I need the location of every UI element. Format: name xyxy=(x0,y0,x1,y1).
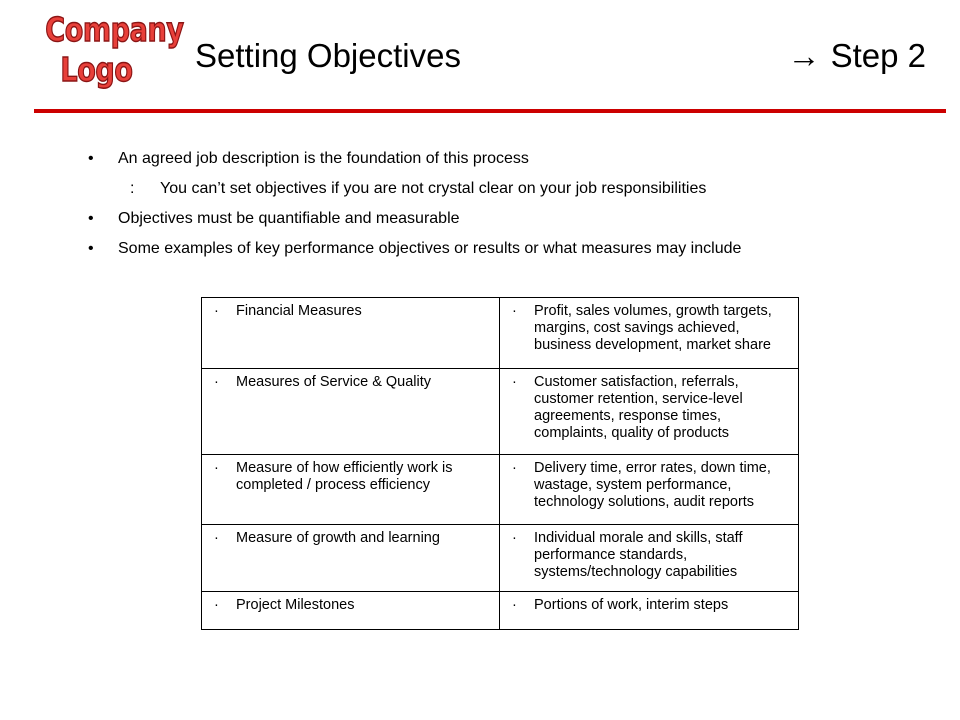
bullet-marker: · xyxy=(214,460,219,476)
examples-text: Profit, sales volumes, growth targets, margins, cost savings achieved, business development, market share xyxy=(534,303,772,353)
measure-cell xyxy=(202,369,500,455)
examples-text: Delivery time, error rates, down time, wastage, system performance, technology solutions, audit reports xyxy=(534,460,771,510)
bullet-marker: · xyxy=(512,303,517,319)
measure-text: Project Milestones xyxy=(236,597,355,613)
examples-text: Portions of work, interim steps xyxy=(534,597,729,613)
measure-cell xyxy=(202,298,500,369)
measure-cell xyxy=(202,592,500,630)
logo-line-2: Logo xyxy=(60,50,133,89)
examples-cell xyxy=(500,369,799,455)
step-indicator xyxy=(788,36,926,76)
table-row xyxy=(202,369,799,455)
examples-text: Customer satisfaction, referrals, customer retention, service-level agreements, response times, complaints, quality of products xyxy=(534,374,743,441)
examples-cell xyxy=(500,455,799,525)
bullet-marker: • xyxy=(88,150,94,167)
measure-text: Measure of growth and learning xyxy=(236,530,440,546)
table-row xyxy=(202,592,799,630)
measure-cell xyxy=(202,455,500,525)
bullet-marker: : xyxy=(130,180,135,197)
bullet-marker: • xyxy=(88,210,94,227)
page-title: Setting Objectives xyxy=(195,37,461,74)
examples-cell xyxy=(500,525,799,592)
table-row xyxy=(202,455,799,525)
table-row xyxy=(202,298,799,369)
bullet-marker: · xyxy=(512,374,517,390)
header-divider xyxy=(34,109,946,113)
bullet-marker: · xyxy=(512,460,517,476)
measure-cell xyxy=(202,525,500,592)
bullet-item xyxy=(88,147,741,177)
right-arrow-icon: → xyxy=(787,37,821,74)
sub-bullet-item xyxy=(88,177,741,207)
logo-line-1: Company xyxy=(45,10,184,49)
measures-table xyxy=(201,297,799,630)
bullet-marker: · xyxy=(214,530,219,546)
bullet-text: Objectives must be quantifiable and measurable xyxy=(118,210,460,227)
measure-text: Measure of how efficiently work is completed / process efficiency xyxy=(236,460,453,493)
bullet-item xyxy=(88,237,741,267)
measure-text: Financial Measures xyxy=(236,303,362,319)
bullet-marker: · xyxy=(512,597,517,613)
company-logo xyxy=(45,10,184,90)
examples-text: Individual morale and skills, staff performance standards, systems/technology capabilities xyxy=(534,530,743,580)
measure-text: Measures of Service & Quality xyxy=(236,374,432,390)
bullet-text: You can’t set objectives if you are not crystal clear on your job responsibilities xyxy=(160,180,707,197)
bullet-text: Some examples of key performance objectives or results or what measures may include xyxy=(118,240,742,257)
table-row xyxy=(202,525,799,592)
bullet-marker: · xyxy=(214,597,219,613)
bullet-marker: · xyxy=(214,374,219,390)
bullet-marker: • xyxy=(88,240,94,257)
examples-cell xyxy=(500,298,799,369)
bullet-list xyxy=(88,147,741,267)
bullet-item xyxy=(88,207,741,237)
step-label: Step 2 xyxy=(830,37,926,74)
bullet-text: An agreed job description is the foundation of this process xyxy=(118,150,529,167)
bullet-marker: · xyxy=(214,303,219,319)
examples-cell xyxy=(500,592,799,630)
bullet-marker: · xyxy=(512,530,517,546)
